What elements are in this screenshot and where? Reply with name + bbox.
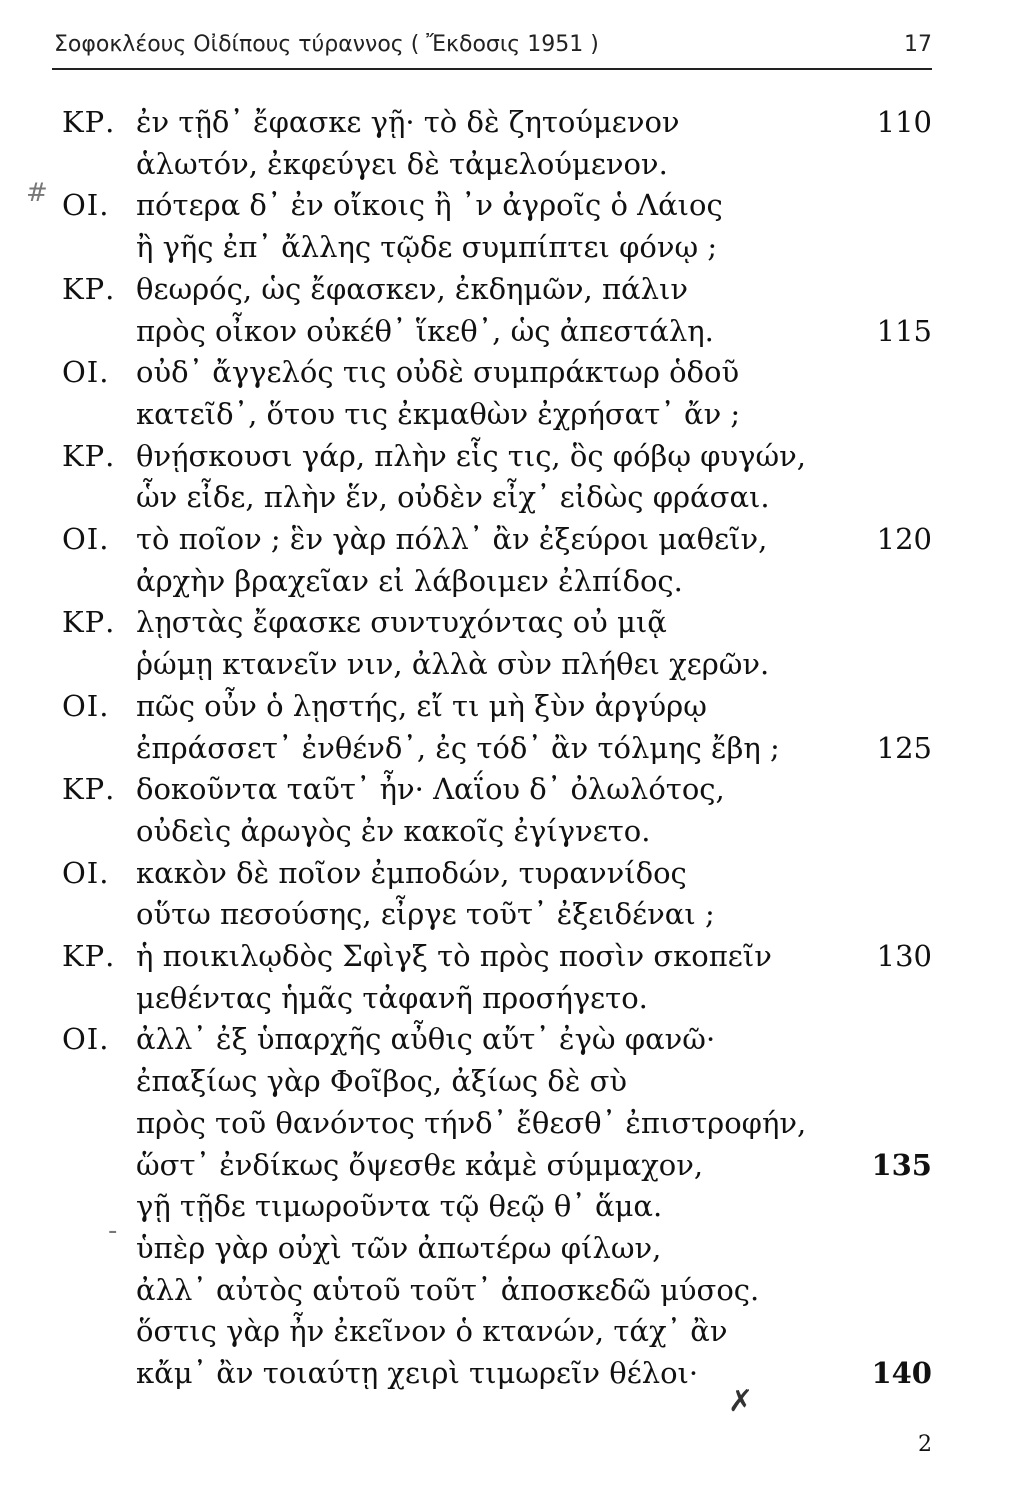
verse-text: ἀρχὴν βραχεῖαν εἰ λάβοιμεν ἐλπίδος.: [136, 563, 683, 598]
verse-text: ἐπαξίως γὰρ Φοῖβος, ἀξίως δὲ σὺ: [136, 1064, 628, 1099]
verse-text: ὥστ᾽ ἐνδίκως ὄψεσθε κἀμὲ σύμμαχον,: [136, 1147, 704, 1182]
line-number: 135: [871, 1147, 932, 1182]
speaker-label: ΟΙ.: [62, 522, 110, 556]
running-title: Σοφοκλέους Οἰδίπους τύραννος ( Ἔκδοσις 1951 ): [54, 32, 599, 57]
verse-text: θνῄσκουσι γάρ, πλὴν εἷς τις, ὃς φόβῳ φυγών,: [136, 438, 806, 473]
verse-line: [0, 600, 1032, 644]
line-number: 140: [871, 1356, 932, 1390]
verse-line: [0, 1184, 1032, 1228]
verse-line: [0, 642, 1032, 686]
verse-line: [0, 392, 1032, 436]
line-number: 130: [876, 939, 932, 973]
verse-line: [0, 267, 1032, 311]
verse-line: [0, 684, 1032, 728]
speaker-label: ΚΡ.: [62, 438, 116, 473]
verse-line: [0, 934, 1032, 978]
verse-text: ἢ γῆς ἐπ᾽ ἄλλης τῷδε συμπίπτει φόνῳ ;: [136, 230, 718, 265]
margin-mark: ✗: [728, 1384, 754, 1419]
verse-line: [0, 309, 1032, 353]
verse-text: ἐπράσσετ᾽ ἐνθένδ᾽, ἐς τόδ᾽ ἂν τόλμης ἔβη ;: [136, 730, 780, 765]
signature-mark: 2: [918, 1432, 932, 1457]
verse-text: ὧν εἶδε, πλὴν ἕν, οὐδὲν εἶχ᾽ εἰδὼς φράσαι.: [136, 480, 770, 515]
verse-text: ἡ ποικιλῳδὸς Σφὶγξ τὸ πρὸς ποσὶν σκοπεῖν: [136, 939, 772, 973]
page-number: 17: [904, 32, 932, 57]
verse-line: [0, 475, 1032, 519]
verse-line: [0, 559, 1032, 603]
verse-line: [0, 142, 1032, 186]
verse-line: [0, 851, 1032, 895]
verse-text: ὑπὲρ γὰρ οὐχὶ τῶν ἀπωτέρω φίλων,: [136, 1230, 662, 1265]
verse-line: [0, 809, 1032, 853]
verse-text: οὐδεὶς ἀρωγὸς ἐν κακοῖς ἐγίγνετο.: [136, 813, 651, 848]
header-rule: [52, 68, 932, 70]
verse-text: δοκοῦντα ταῦτ᾽ ἦν· Λαΐου δ᾽ ὀλωλότος,: [136, 772, 725, 807]
margin-mark: -: [108, 1216, 118, 1246]
line-number: 110: [876, 105, 932, 139]
verse-text: πρὸς τοῦ θανόντος τήνδ᾽ ἔθεσθ᾽ ἐπιστροφήν,: [136, 1105, 807, 1140]
verse-text: πῶς οὖν ὁ λῃστής, εἴ τι μὴ ξὺν ἀργύρῳ: [136, 688, 707, 723]
verse-text: λῃστὰς ἔφασκε συντυχόντας οὐ μιᾷ: [136, 605, 667, 640]
verse-text: ὅστις γὰρ ἦν ἐκεῖνον ὁ κτανών, τάχ᾽ ἂν: [136, 1314, 728, 1349]
verse-text: τὸ ποῖον ; ἓν γὰρ πόλλ᾽ ἂν ἐξεύροι μαθεῖν,: [136, 522, 768, 556]
verse-line: [0, 1143, 1032, 1187]
verse-line: [0, 976, 1032, 1020]
margin-mark: #: [26, 178, 48, 208]
verse-text: κατεῖδ᾽, ὅτου τις ἐκμαθὼν ἐχρήσατ᾽ ἄν ;: [136, 396, 741, 431]
speaker-label: ΚΡ.: [62, 605, 116, 640]
verse-line: [0, 1351, 1032, 1395]
verse-line: [0, 767, 1032, 811]
verse-text: ἐν τῇδ᾽ ἔφασκε γῇ· τὸ δὲ ζητούμενον: [136, 105, 680, 139]
verse-text: οὕτω πεσούσης, εἶργε τοῦτ᾽ ἐξειδέναι ;: [136, 897, 715, 932]
speaker-label: ΟΙ.: [62, 688, 110, 723]
verse-text: ῥώμῃ κτανεῖν νιν, ἀλλὰ σὺν πλήθει χερῶν.: [136, 647, 770, 682]
speaker-label: ΚΡ.: [62, 939, 116, 973]
verse-text: μεθέντας ἡμᾶς τἀφανῆ προσήγετο.: [136, 980, 648, 1015]
verse-text: ἀλλ᾽ αὐτὸς αὑτοῦ τοῦτ᾽ ἀποσκεδῶ μύσος.: [136, 1272, 760, 1307]
verse-line: [0, 517, 1032, 561]
verse-line: [0, 1101, 1032, 1145]
speaker-label: ΟΙ.: [62, 355, 110, 390]
verse-line: [0, 434, 1032, 478]
verse-line: [0, 225, 1032, 269]
speaker-label: ΚΡ.: [62, 271, 116, 306]
speaker-label: ΚΡ.: [62, 105, 116, 139]
verse-line: [0, 1309, 1032, 1353]
speaker-label: ΟΙ.: [62, 1022, 110, 1057]
verse-line: [0, 1059, 1032, 1103]
verse-line: [0, 350, 1032, 394]
verse-line: [0, 1017, 1032, 1061]
verse-text: κἄμ᾽ ἂν τοιαύτῃ χειρὶ τιμωρεῖν θέλοι·: [136, 1356, 699, 1390]
verse-text: θεωρός, ὡς ἔφασκεν, ἐκδημῶν, πάλιν: [136, 271, 688, 306]
verse-line: [0, 183, 1032, 227]
speaker-label: ΚΡ.: [62, 772, 116, 807]
page-header: [52, 28, 932, 68]
verse-line: [0, 892, 1032, 936]
verse-text: ἁλωτόν, ἐκφεύγει δὲ τἀμελούμενον.: [136, 146, 668, 181]
verse-text: γῇ τῇδε τιμωροῦντα τῷ θεῷ θ᾽ ἅμα.: [136, 1189, 663, 1224]
verse-line: [0, 726, 1032, 770]
verse-text: ἀλλ᾽ ἐξ ὑπαρχῆς αὖθις αὔτ᾽ ἐγὼ φανῶ·: [136, 1022, 716, 1057]
line-number: 115: [876, 313, 932, 348]
line-number: 120: [876, 522, 932, 556]
verse-line: [0, 1268, 1032, 1312]
speaker-label: ΟΙ.: [62, 855, 110, 890]
verse-text: κακὸν δὲ ποῖον ἐμποδών, τυραννίδος: [136, 855, 687, 890]
verse-text: πρὸς οἶκον οὐκέθ᾽ ἵκεθ᾽, ὡς ἀπεστάλη.: [136, 313, 714, 348]
verse-line: [0, 1226, 1032, 1270]
verse-line: [0, 100, 1032, 144]
verse-text: πότερα δ᾽ ἐν οἴκοις ἢ ᾽ν ἀγροῖς ὁ Λάιος: [136, 188, 723, 223]
line-number: 125: [876, 730, 932, 765]
verse-text: οὐδ᾽ ἄγγελός τις οὐδὲ συμπράκτωρ ὁδοῦ: [136, 355, 740, 390]
speaker-label: ΟΙ.: [62, 188, 110, 223]
